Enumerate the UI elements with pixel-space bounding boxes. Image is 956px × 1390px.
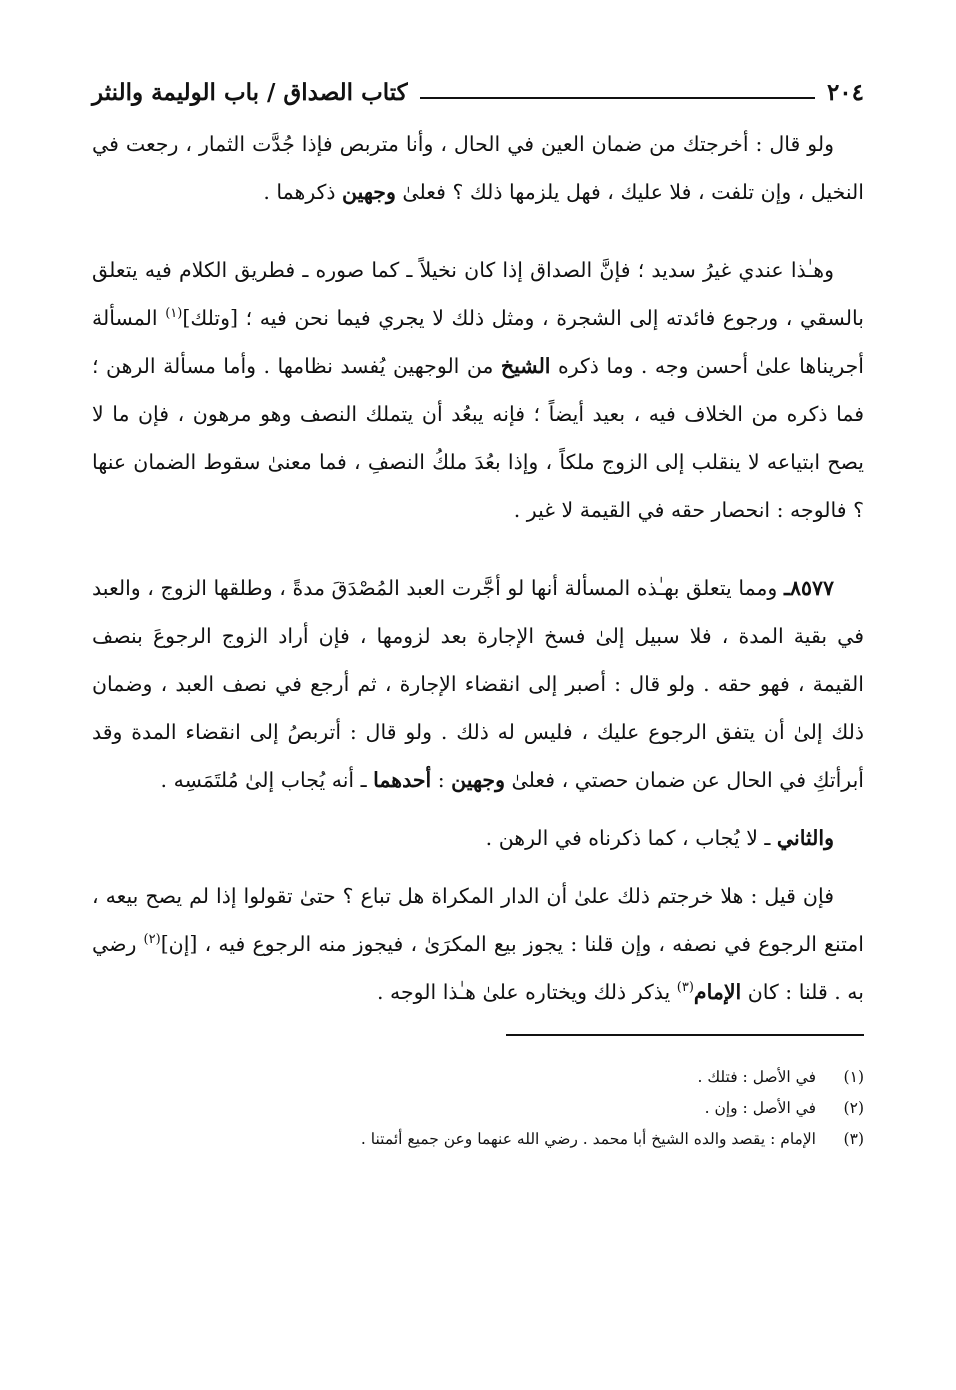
footnote-number: (١) (843, 1068, 864, 1086)
bold-term: أحدهما (373, 768, 432, 792)
running-head (92, 72, 864, 112)
text-run: فإن قيل : هلا خرجتم ذلك علىٰ أن الدار المكراة هل تباع ؟ حتىٰ تقولوا إذا لم يصح بيعه ، امتنع الرجوع في نصفه ، وإن قلنا : يجوز بيع المكرَىٰ ، فيجوز منه الرجوع فيه ، [إن] (92, 884, 864, 956)
text-run: ذكرهما . (263, 180, 343, 204)
text-run: يذكر ذلك ويختاره علىٰ هـٰذا الوجه . (376, 980, 677, 1004)
footnote-2 (92, 1093, 864, 1124)
text-run: ولو قال : أخرجتك من ضمان العين في الحال ، وأنا متربص فإذا جُدَّت الثمار ، رجعت في النخيل ، وإن تلفت ، فلا عليك ، فهل يلزمها ذلك ؟ فعلىٰ (92, 132, 864, 204)
footnotes (92, 1062, 864, 1155)
bold-term: الإمام (693, 980, 742, 1004)
footnote-ref-2[interactable]: (٢) (143, 932, 161, 948)
footnote-text: في الأصل : وإن . (704, 1099, 816, 1117)
footnote-number: (٣) (843, 1130, 864, 1148)
footnote-number: (٢) (843, 1099, 864, 1117)
footnote-3 (92, 1124, 864, 1155)
footnote-text: الإمام : يقصد والده الشيخ أبا محمد . رضي الله عنهما وعن جميع أئمتنا . (360, 1130, 816, 1148)
footnote-ref-3[interactable]: (٣) (676, 980, 694, 996)
paragraph-4 (92, 814, 864, 862)
main-text (92, 120, 864, 1016)
paragraph-3 (92, 564, 864, 804)
chapter-title: كتاب الصداق / باب الوليمة والنثر (92, 78, 408, 106)
issue-number: ٨٥٧٧ـ (783, 576, 834, 600)
footnote-rule (506, 1034, 864, 1036)
text-run: ومما يتعلق بهـٰذه المسألة أنها لو أجَّرت العبد المُصْدَقَ مدةً ، وطلقها الزوج ، والعبد في بقية المدة ، فلا سبيل إلىٰ فسخ الإجارة بعد لزومها ، فإن أراد الزوج الرجوعَ بنصف القيمة ، فهو حقه . ولو قال : أصبر إلى انقضاء الإجارة ، ثم أرجع في نصف العبد ، وضمان ذلك إلىٰ أن يتفق الرجوع عليك ، فليس له ذلك . ولو قال : أتربصُ إلى انقضاء المدة وقد أبرأتكِ في الحال عن ضمان حصتي ، فعلىٰ (92, 576, 864, 792)
paragraph-5 (92, 872, 864, 1016)
footnote-1 (92, 1062, 864, 1093)
bold-term: وجهين (342, 180, 396, 204)
footnote-ref-1[interactable]: (١) (165, 306, 183, 322)
text-run: : (431, 768, 452, 792)
text-run: من الوجهين يُفسد نظامها . وأما مسألة الرهن ؛ فما ذكره من الخلاف فيه ، بعيد أيضاً ؛ فإنه يبعُد أن يتملك النصف وهو مرهون ، فإن ما لا يصح ابتياعه لا ينقلب إلى الزوج ملكاً ، وإذا بعُدَ ملكُ النصفِ ، فما معنىٰ سقوط الضمان عنها ؟ فالوجه : انحصار حقه في القيمة لا غير . (92, 354, 864, 522)
paragraph-1 (92, 120, 864, 216)
bold-term: والثاني (776, 826, 834, 850)
header-rule (420, 97, 815, 99)
footnote-text: في الأصل : فتلك . (697, 1068, 816, 1086)
page-number: ٢٠٤ (826, 78, 864, 106)
bold-term: وجهين (451, 768, 505, 792)
text-run: ـ لا يُجاب ، كما ذكرناه في الرهن . (485, 826, 777, 850)
book-page (92, 72, 864, 1352)
text-run: المسألة أجريناها علىٰ أحسن وجه . وما ذكره (92, 306, 864, 378)
text-run: وهـٰذا عندي غيرُ سديد ؛ فإنَّ الصداق إذا كان نخيلاً ـ كما صوره ـ فطريق الكلام فيه يتعلق بالسقي ، ورجوع فائدته إلى الشجرة ، ومثل ذلك لا يجري فيما نحن فيه ؛ [وتلك] (92, 258, 864, 330)
text-run: ـ أنه يُجاب إلىٰ مُلتَمَسِه . (160, 768, 374, 792)
paragraph-2 (92, 246, 864, 534)
text-run: رضي به . قلنا : كان (92, 932, 864, 1004)
bold-term: الشيخ (500, 354, 551, 378)
